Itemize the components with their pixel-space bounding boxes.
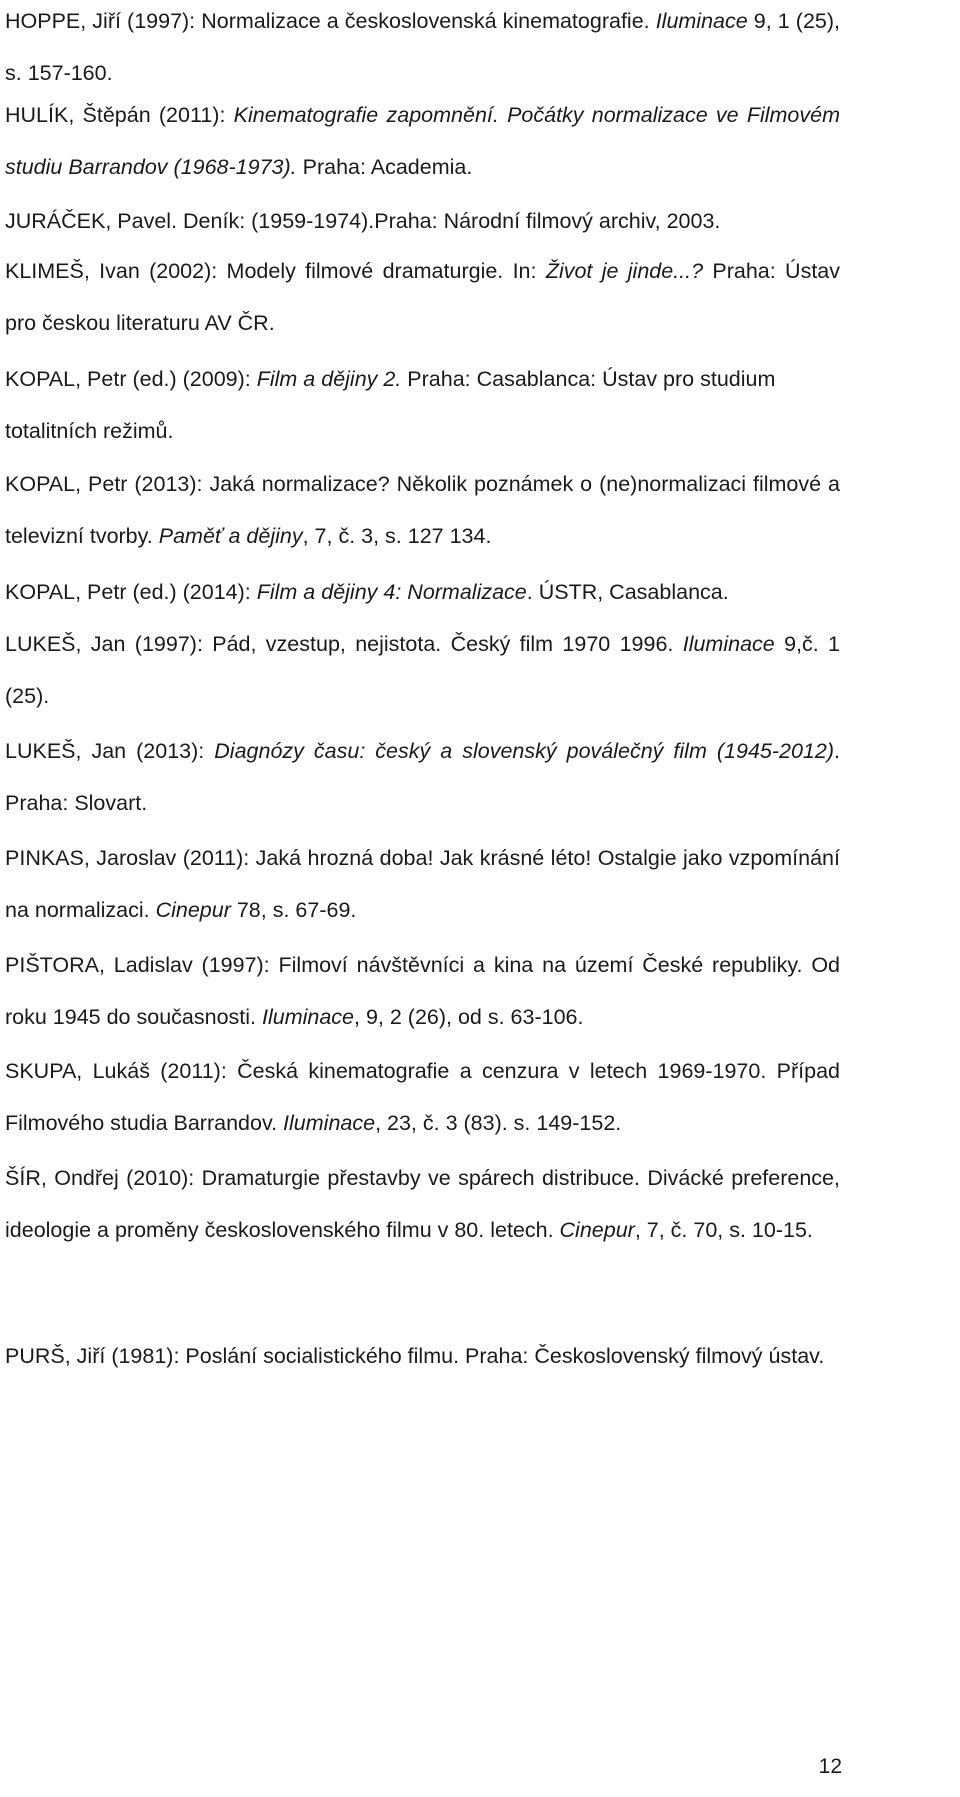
- italic-title-text: Film a dějiny 4: Normalizace: [256, 580, 527, 604]
- bibliography-entry-hoppe: [5, 0, 840, 99]
- entry-text: Praha: Casablanca: Ústav pro studium totalitních režimů.: [5, 367, 776, 443]
- entry-text: HOPPE, Jiří (1997): Normalizace a československá kinematografie.: [5, 9, 656, 33]
- entry-text: 9,č. 1 (25).: [5, 632, 841, 708]
- bibliography-entry-kopal-2009: [5, 353, 840, 457]
- bibliography-entry-lukes-2013: [5, 725, 840, 829]
- bibliography-entry-sir: [5, 1152, 840, 1256]
- italic-title-text: Iluminace: [283, 1111, 376, 1135]
- entry-text: . Praha: Slovart.: [5, 739, 840, 815]
- italic-title-text: Paměť a dějiny: [158, 524, 303, 548]
- entry-text: LUKEŠ, Jan (2013):: [5, 739, 215, 763]
- bibliography-entry-pinkas: [5, 832, 840, 936]
- entry-text: 78, s. 67-69.: [230, 898, 357, 922]
- entry-text: PIŠTORA, Ladislav (1997): Filmoví návštěvníci a kina na území České republiky. Od roku 1945 do současnosti.: [5, 953, 840, 1029]
- entry-text: . ÚSTR, Casablanca.: [526, 580, 729, 604]
- page-number: 12: [818, 1755, 842, 1778]
- entry-text: KOPAL, Petr (ed.) (2009):: [5, 367, 257, 391]
- entry-text: , 9, 2 (26), od s. 63-106.: [354, 1005, 584, 1029]
- entry-text: , 7, č. 3, s. 127 134.: [302, 524, 492, 548]
- entry-text: Praha: Academia.: [296, 155, 473, 179]
- entry-text: HULÍK, Štěpán (2011):: [5, 103, 234, 127]
- bibliography-entry-skupa: [5, 1045, 840, 1149]
- entry-text: ŠÍR, Ondřej (2010): Dramaturgie přestavby ve spárech distribuce. Divácké preference, ideologie a proměny československého filmu v 80. letech.: [5, 1166, 840, 1242]
- bibliography-entry-juracek: [5, 195, 840, 247]
- entry-text: JURÁČEK, Pavel. Deník: (1959-1974).Praha: Národní filmový archiv, 2003.: [5, 209, 721, 233]
- italic-title-text: Iluminace: [655, 9, 748, 33]
- entry-text: KOPAL, Petr (2013): Jaká normalizace? Několik poznámek o (ne)normalizaci filmové a televizní tvorby.: [5, 472, 840, 548]
- entry-text: 9, 1 (25), s. 157-160.: [5, 9, 840, 85]
- entry-text: KLIMEŠ, Ivan (2002): Modely filmové dramaturgie. In:: [5, 259, 546, 283]
- italic-title-text: Film a dějiny 2.: [256, 367, 402, 391]
- entry-text: LUKEŠ, Jan (1997): Pád, vzestup, nejistota. Český film 1970 1996.: [5, 632, 683, 656]
- bibliography-entry-lukes-1997: [5, 618, 840, 722]
- entry-text: KOPAL, Petr (ed.) (2014):: [5, 580, 257, 604]
- italic-title-text: Iluminace: [261, 1005, 354, 1029]
- bibliography-entry-kopal-2014: [5, 566, 840, 618]
- italic-title-text: Život je jinde...?: [545, 259, 704, 283]
- italic-title-text: Iluminace: [682, 632, 775, 656]
- bibliography-entry-pistora: [5, 939, 840, 1043]
- entry-text: PINKAS, Jaroslav (2011): Jaká hrozná doba! Jak krásné léto! Ostalgie jako vzpomínání na normalizaci.: [5, 846, 840, 922]
- italic-title-text: Diagnózy času: český a slovenský poválečný film (1945-2012): [214, 739, 835, 763]
- bibliography-entry-purs: [5, 1330, 840, 1382]
- bibliography-entry-klimes: [5, 245, 840, 349]
- bibliography-entry-kopal-2013: [5, 458, 840, 562]
- entry-text: Praha: Ústav pro českou literaturu AV ČR.: [5, 259, 841, 335]
- italic-title-text: Kinematografie zapomnění. Počátky normalizace ve Filmovém studiu Barrandov (1968-1973).: [5, 103, 841, 179]
- entry-text: , 7, č. 70, s. 10-15.: [634, 1218, 813, 1242]
- entry-text: PURŠ, Jiří (1981): Poslání socialistického filmu. Praha: Československý filmový ústav.: [5, 1344, 825, 1368]
- bibliography-entry-hulik: [5, 89, 840, 193]
- entry-text: SKUPA, Lukáš (2011): Česká kinematografie a cenzura v letech 1969-1970. Případ Filmového studia Barrandov.: [5, 1059, 840, 1135]
- italic-title-text: Cinepur: [559, 1218, 635, 1242]
- entry-text: , 23, č. 3 (83). s. 149-152.: [375, 1111, 622, 1135]
- italic-title-text: Cinepur: [155, 898, 231, 922]
